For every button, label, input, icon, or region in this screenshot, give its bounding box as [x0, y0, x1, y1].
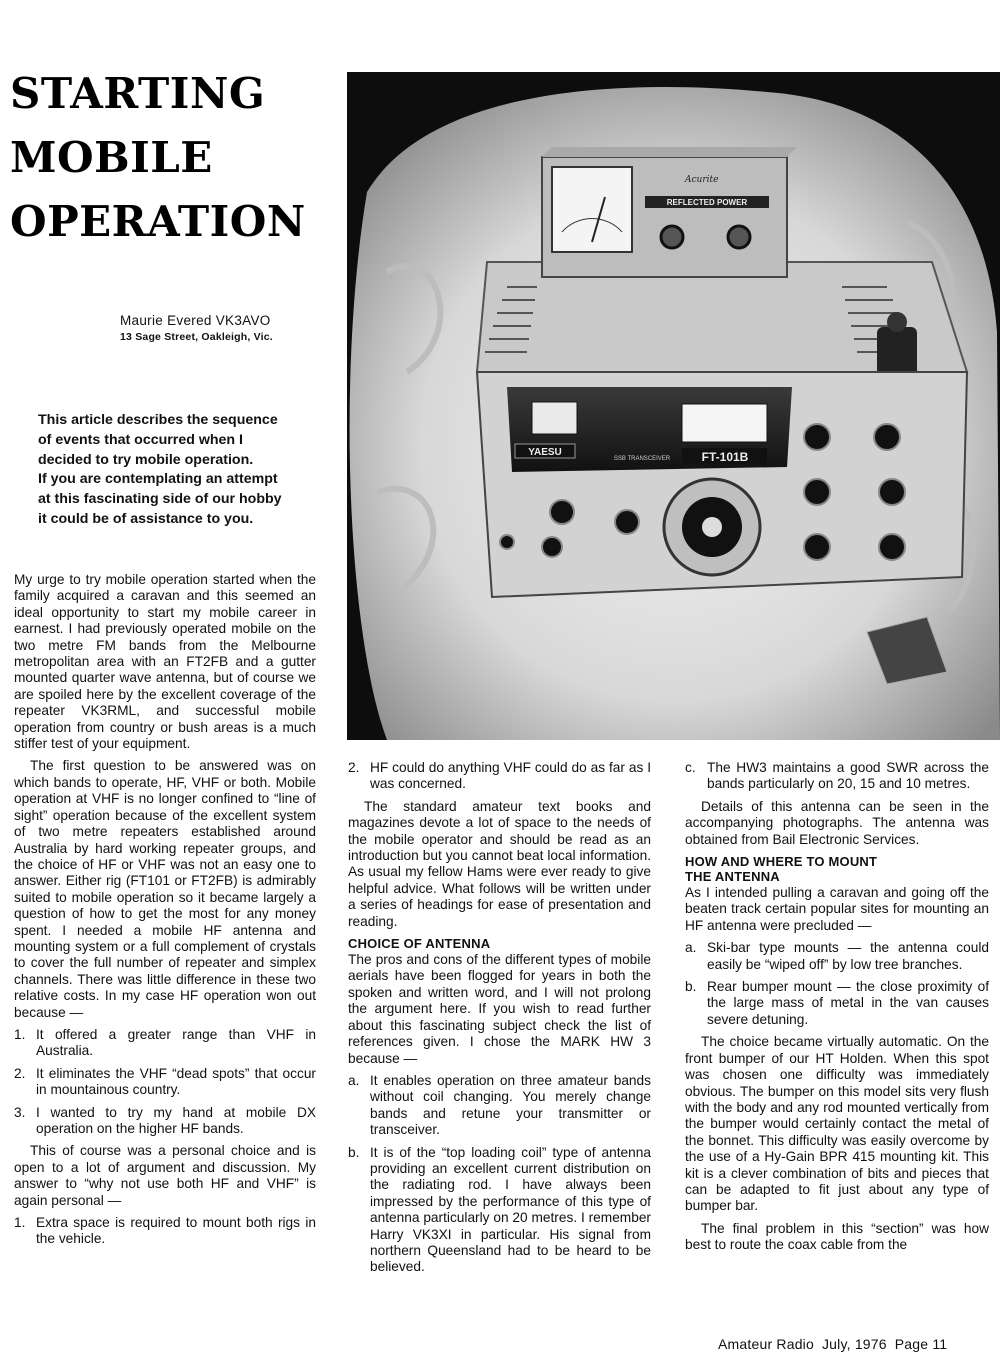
page-number: Page 11: [894, 1336, 948, 1352]
paragraph: The pros and cons of the different types of mobile aerials have been flogged for years in both the spoken and written word, and I will not prolong the argument here. If you wish to read further about this fascinating subject check the list of references given. I chose the MARK HW 3 because —: [348, 952, 651, 1066]
author-address: 13 Sage Street, Oakleigh, Vic.: [120, 331, 273, 343]
list-text: It enables operation on three amateur bands without coil changing. You merely change bands and retune your transmitter or transceiver.: [370, 1072, 651, 1138]
intro-line: decided to try mobile operation.: [38, 451, 254, 468]
article-title: [10, 62, 340, 254]
intro-line: of events that occurred when I: [38, 431, 243, 448]
list-item: [14, 1066, 316, 1099]
paragraph: This of course was a personal choice and is open to a lot of argument and discussion. My answer to “why not use both HF and VHF” is again personal —: [14, 1143, 316, 1208]
intro-line: If you are contemplating an attempt: [38, 471, 278, 488]
list-label: 1.: [14, 1215, 26, 1231]
author-name: Maurie Evered VK3AVO: [120, 313, 271, 328]
column-2: [348, 760, 651, 1282]
column-3: [685, 760, 989, 1260]
article-intro: [38, 411, 338, 530]
list-text: It eliminates the VHF “dead spots” that occur in mountainous country.: [36, 1065, 316, 1098]
list-label: 2.: [14, 1065, 26, 1081]
paragraph: The first question to be answered was on which bands to operate, HF, VHF or both. Mobile operation at VHF is no longer confined to “line of sight” operation because of the excellent system of two metre repeaters established around Australia by hard working repeater groups, and the choice of HF or VHF was not an easy one to answer. Either rig (FT101 or FT2FB) is admirably suited to mobile operation so it became largely a question of how to get the most for any money spent. I needed a mobile HF antenna and mounting system or a full complement of crystals to cover the full number of repeater and simplex channels. There was little difference in these two relative costs. In my case HF operation won out because —: [14, 758, 316, 1020]
list-label: a.: [348, 1072, 360, 1088]
paragraph: As I intended pulling a caravan and going off the beaten track certain popular sites for mounting an HF antenna were precluded —: [685, 885, 989, 933]
list-item: [348, 1073, 651, 1139]
title-line-1: STARTING: [10, 69, 266, 118]
paragraph: The final problem in this “section” was how best to route the coax cable from the: [685, 1220, 989, 1253]
list-label: a.: [685, 940, 697, 956]
list-item: [14, 1105, 316, 1138]
heading-line: THE ANTENNA: [685, 869, 780, 885]
list-text: Rear bumper mount — the close proximity of the large mass of metal in the van causes severe detuning.: [707, 979, 989, 1027]
page-footer: [718, 1336, 947, 1352]
paragraph: Details of this antenna can be seen in the accompanying photographs. The antenna was obtained from Bail Electronic Services.: [685, 798, 989, 847]
list-text: Extra space is required to mount both rigs in the vehicle.: [36, 1215, 316, 1247]
meter-knob-2: [728, 226, 750, 248]
meter-knob-1: [661, 226, 683, 248]
list-text: HF could do anything VHF could do as far as I was concerned.: [370, 760, 651, 792]
paragraph: The standard amateur text books and magazines devote a lot of space to the needs of the mobile operator and should be read as an introduction but you cannot beat local information. As usual my fellow Hams were ever ready to give helpful advice. What follows will be written under a series of headings for ease of presentation and reading.: [348, 798, 651, 929]
intro-line: it could be of assistance to you.: [38, 510, 254, 527]
section-heading: CHOICE OF ANTENNA: [348, 936, 491, 952]
radio-brand-text: YAESU: [528, 447, 562, 458]
list-item: [685, 979, 989, 1028]
byline: [120, 313, 340, 343]
list-label: 3.: [14, 1104, 26, 1120]
list-item: [685, 760, 989, 793]
meter-label-text: REFLECTED POWER: [666, 198, 748, 207]
list-label: 2.: [348, 760, 360, 775]
intro-line: This article describes the sequence: [38, 412, 278, 428]
list-text: The HW3 maintains a good SWR across the bands particularly on 20, 15 and 10 metres.: [707, 760, 989, 792]
list-label: c.: [685, 760, 696, 775]
dial-window: [682, 404, 767, 442]
paragraph: The choice became virtually automatic. On the front bumper of our HT Holden. When this spot was chosen one difficulty was immediately obvious. The bumper on this model sits very flush with the body and any rod mounted vertically from the bumper would certainly contact the metal of the bonnet. This difficulty was easily overcome by the use of a Hy-Gain BPR 415 mounting kit. This kit is a clever combination of bits and pieces that can be adapted to fit just about any type of bumper bar.: [685, 1034, 989, 1214]
list-item: [685, 940, 989, 973]
heading-line: HOW AND WHERE TO MOUNT: [685, 854, 878, 870]
list-label: b.: [348, 1144, 360, 1160]
list-text: It offered a greater range than VHF in Australia.: [36, 1026, 316, 1059]
list-item: [14, 1027, 316, 1060]
radio-sub-text: SSB TRANSCEIVER: [613, 456, 671, 462]
list-label: b.: [685, 979, 697, 995]
radio-model-text: FT-101B: [701, 450, 749, 464]
list-item: [348, 1145, 651, 1276]
s-meter: [532, 402, 577, 434]
column-1: [14, 572, 316, 1254]
issue-date: July, 1976: [821, 1336, 887, 1352]
list-text: Ski-bar type mounts — the antenna could easily be “wiped off” by low tree branches.: [707, 940, 989, 972]
list-label: 1.: [14, 1026, 26, 1042]
paragraph: My urge to try mobile operation started when the family acquired a caravan and this seemed an ideal opportunity to start my mobile career in earnest. I had previously operated mobile on the two metre FM bands from the Melbourne metropolitan area with an FT2FB and a gutter mounted quarter wave antenna, but of course we are spoiled here by the excellent coverage of the repeater VK3RML, and successful mobile operation from country or bush areas is a much stiffer test of your equipment.: [14, 572, 316, 752]
list-item: [14, 1215, 316, 1248]
intro-line: at this fascinating side of our hobby: [38, 491, 282, 508]
list-text: I wanted to try my hand at mobile DX operation on the higher HF bands.: [36, 1104, 316, 1136]
list-item: [348, 760, 651, 793]
transceiver-illustration: [347, 72, 1000, 740]
section-heading: [685, 854, 989, 884]
title-line-3: OPERATION: [10, 197, 306, 246]
magazine-name: Amateur Radio: [718, 1336, 814, 1352]
transceiver-photo: [347, 72, 1000, 740]
title-line-2: MOBILE: [10, 133, 213, 182]
list-text: It is of the “top loading coil” type of antenna providing an excellent current distribution on the radiating rod. I have always been impressed by the performance of this type of antenna particularly on 20 metres. I remember Harry VK3XI in particular. His signal from northern Queensland had to be heard to be believed.: [370, 1144, 651, 1275]
meter-brand-text: Acurite: [685, 175, 719, 185]
